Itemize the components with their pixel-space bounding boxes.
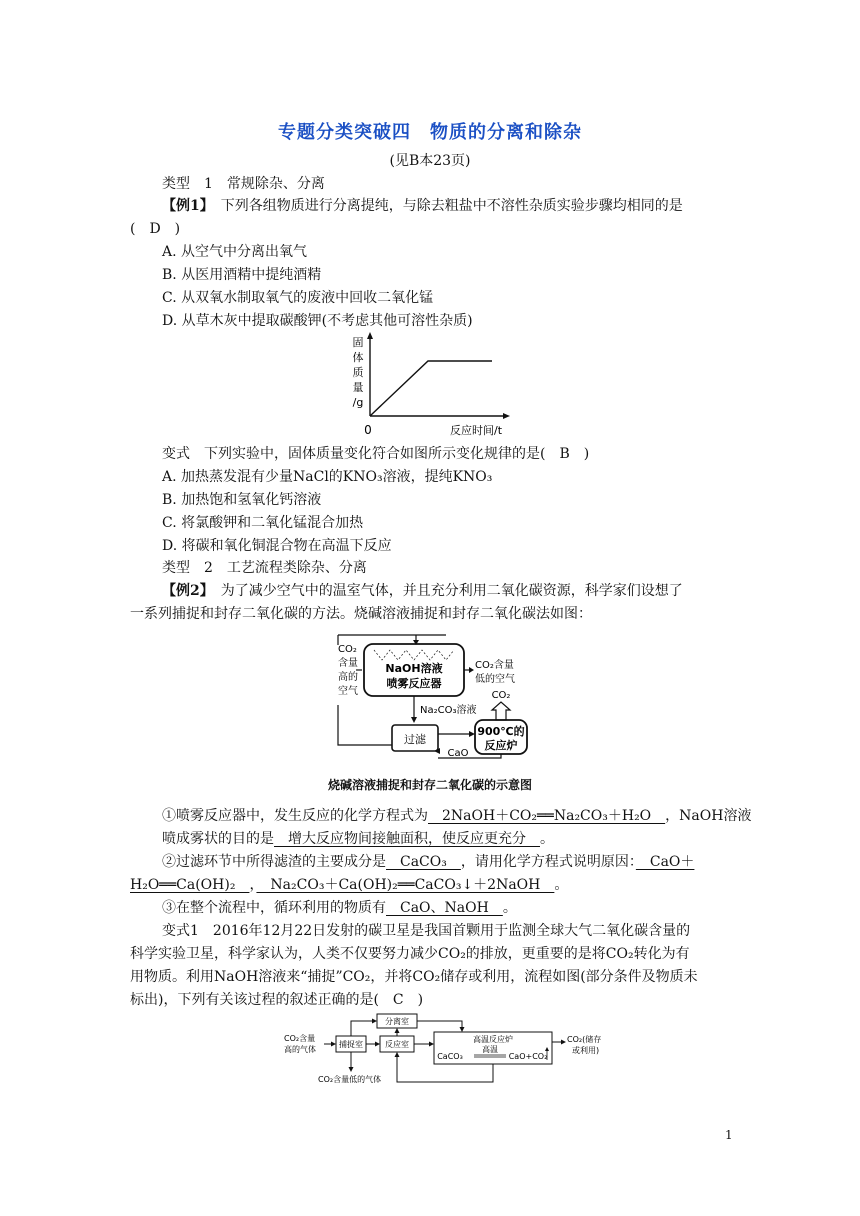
capture-flow-diagram — [282, 1012, 622, 1088]
furnace-title: 高温反应炉 — [473, 1035, 513, 1044]
input-label-3: 高的 — [338, 672, 358, 683]
q2-answer2b: H₂O══Ca(OH)₂ — [130, 877, 250, 893]
return-line — [338, 705, 392, 745]
y-label-5: /g — [352, 396, 364, 409]
na2co3-label: Na₂CO₃溶液 — [420, 705, 477, 716]
example1-stem — [162, 196, 762, 216]
example2-line2: 一系列捕捉和封存二氧化碳的方法。烧碱溶液捕捉和封存二氧化碳法如图： — [130, 606, 592, 622]
example1-text: 下列各组物质进行分离提纯，与除去粗盐中不溶性杂质实验步骤均相同的是 — [206, 198, 683, 214]
q3-prefix: ③在整个流程中，循环利用的物质有 — [162, 900, 386, 916]
reactor-label-1: NaOH溶液 — [385, 662, 443, 675]
q1-suffix: ，NaOH溶液 — [665, 808, 752, 824]
q2-answer2a: CaO＋ — [635, 854, 695, 870]
y-axis-arrow — [367, 332, 373, 339]
furnace-label-2: 反应炉 — [484, 739, 518, 752]
question-1-line2 — [162, 829, 762, 849]
q1-line2-prefix: 喷成雾状的目的是 — [162, 831, 274, 847]
variant-option-b: B. 加热饱和氢氧化钙溶液 — [162, 492, 322, 508]
type1-heading: 类型 1 常规除杂、分离 — [162, 176, 325, 192]
input-label-1: CO₂ — [338, 644, 357, 655]
example1-label: 【例1】 — [162, 198, 207, 214]
q2-prefix: ②过滤环节中所得滤渣的主要成分是 — [162, 854, 386, 870]
example2-text: 为了减少空气中的温室气体，并且充分利用二氧化碳资源，科学家们设想了 — [206, 583, 683, 599]
example1-option-d: D. 从草木灰中提取碳酸钾(不考虑其他可溶性杂质) — [162, 313, 473, 329]
page-title: 专题分类突破四 物质的分离和除杂 — [278, 122, 582, 143]
flow-input-1: CO₂含量 — [284, 1034, 316, 1043]
equation-left: CaCO₃ — [437, 1052, 463, 1061]
q2-sep: ， — [249, 877, 257, 893]
q1-line2-suffix: 。 — [540, 831, 554, 847]
x-axis-arrow — [503, 413, 510, 419]
diagram-caption: 烧碱溶液捕捉和封存二氧化碳的示意图 — [327, 778, 532, 792]
variant-option-a: A. 加热蒸发混有少量NaCl的KNO₃溶液，提纯KNO₃ — [162, 469, 493, 485]
y-label-1: 固 — [352, 336, 364, 349]
q2-answer1: CaCO₃ — [386, 854, 461, 870]
spray-pattern — [374, 650, 454, 660]
equation-right: CaO+CO₂ — [508, 1052, 548, 1061]
q2-answer3: Na₂CO₃＋Ca(OH)₂══CaCO₃↓＋2NaOH — [256, 877, 555, 893]
flow-input-2: 高的气体 — [284, 1045, 316, 1054]
variant-option-d: D. 将碳和氧化铜混合物在高温下反应 — [162, 538, 392, 554]
example2-line1 — [162, 581, 762, 601]
x-label: 反应时间/t — [449, 424, 503, 437]
reactor-label-2: 喷雾反应器 — [386, 677, 442, 690]
q3-end: 。 — [502, 900, 517, 916]
example1-option-b: B. 从医用酒精中提纯酒精 — [162, 267, 322, 283]
q3-answer: CaO、NaOH — [386, 900, 503, 916]
question-2-line1 — [162, 852, 762, 872]
output-label-2: 低的空气 — [475, 674, 515, 685]
example1-option-a: A. 从空气中分离出氧气 — [162, 244, 308, 260]
furnace-label-1: 900℃的 — [477, 725, 525, 738]
q2-mid: ，请用化学方程式说明原因： — [460, 854, 636, 870]
mass-curve — [370, 361, 492, 416]
capture-diagram — [334, 630, 544, 760]
example2-label: 【例2】 — [162, 583, 207, 599]
variant1-line1: 变式1 2016年12月22日发射的碳卫星是我国首颗用于监测全球大气二氧化碳含量的 — [162, 923, 691, 939]
variant-option-c: C. 将氯酸钾和二氧化锰混合加热 — [162, 515, 364, 531]
reaction-label: 反应室 — [385, 1040, 409, 1049]
graph-origin: 0 — [364, 423, 372, 437]
example1-option-c: C. 从双氧水制取氧气的废液中回收二氧化锰 — [162, 290, 434, 306]
capture-label: 捕捉室 — [339, 1040, 363, 1049]
y-label-3: 质 — [352, 366, 364, 379]
mass-time-graph — [340, 332, 510, 440]
output-label-1: CO₂含量 — [475, 660, 514, 671]
low-co2-gas-label: CO₂含量低的气体 — [318, 1075, 382, 1084]
book-reference: (见B本23页) — [389, 153, 471, 169]
variant1-line3: 用物质。利用NaOH溶液来“捕捉”CO₂，并将CO₂储存或利用，流程如图(部分条件及物质未 — [130, 969, 698, 985]
variant1-line4: 标出)，下列有关该过程的叙述正确的是( C ) — [130, 992, 424, 1008]
variant-question: 变式 下列实验中，固体质量变化符合如图所示变化规律的是( B ) — [162, 446, 590, 462]
flow-output-2: 或利用) — [572, 1046, 600, 1055]
filter-label: 过滤 — [404, 733, 426, 746]
y-label-4: 量 — [352, 381, 364, 394]
example1-answer: ( D ) — [130, 221, 181, 237]
co2-up-arrow — [492, 702, 510, 720]
question-2-line2 — [130, 875, 730, 895]
co2-label: CO₂ — [491, 690, 511, 701]
equation-condition: 高温 — [482, 1045, 498, 1054]
separation-label: 分离室 — [385, 1017, 409, 1026]
variant1-line2: 科学实验卫星，科学家认为，人类不仅要努力减少CO₂的排放，更重要的是将CO₂转化为有 — [130, 946, 690, 962]
q1-answer: 2NaOH＋CO₂══Na₂CO₃＋H₂O — [428, 808, 666, 824]
q2-end: 。 — [554, 877, 569, 893]
input-label-4: 空气 — [338, 686, 358, 697]
q1-line2-answer: 增大反应物间接触面积，使反应更充分 — [274, 831, 540, 847]
question-1-line1 — [162, 806, 762, 826]
type2-heading: 类型 2 工艺流程类除杂、分离 — [162, 560, 367, 576]
y-label-2: 体 — [352, 351, 364, 364]
page-number: 1 — [725, 1128, 733, 1142]
flow-output-1: CO₂(储存 — [567, 1035, 602, 1044]
question-3 — [162, 898, 762, 918]
q1-prefix: ①喷雾反应器中，发生反应的化学方程式为 — [162, 808, 428, 824]
cao-label: CaO — [447, 748, 469, 759]
input-label-2: 含量 — [338, 658, 358, 669]
